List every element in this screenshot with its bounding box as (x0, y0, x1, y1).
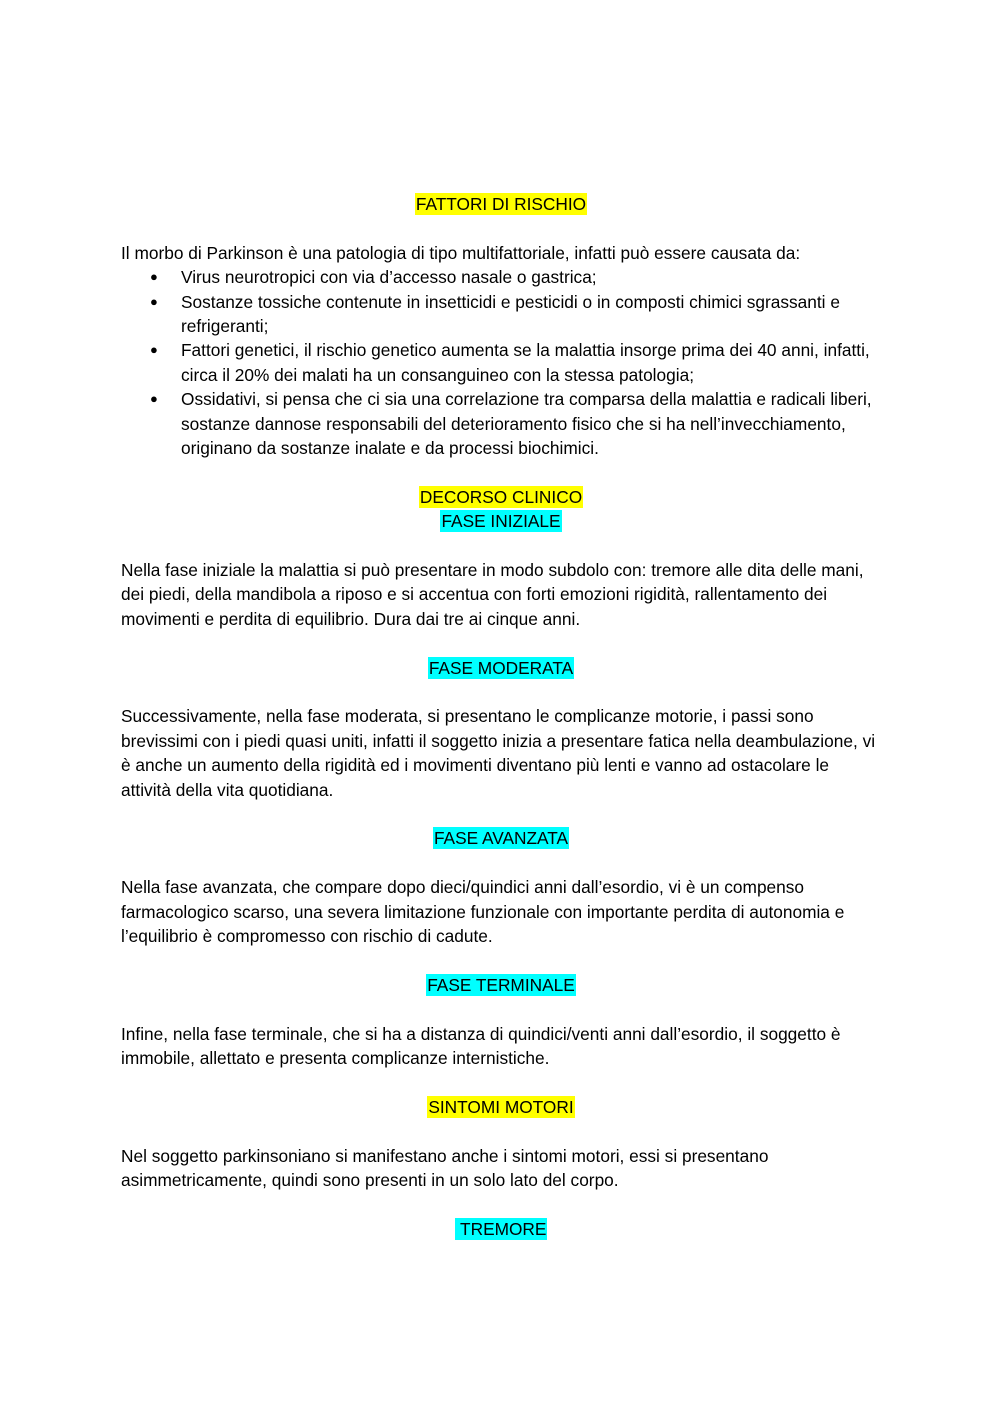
spacer (121, 216, 881, 240)
spacer (121, 460, 881, 484)
sintomi-motori-paragraph: Nel soggetto parkinsoniano si manifestano anche i sintomi motori, essi si presentano asimmetricamente, quindi sono presenti in un solo lato del corpo. (121, 1145, 769, 1190)
spacer (121, 948, 881, 972)
fase-avanzata-paragraph: Nella fase avanzata, che compare dopo dieci/quindici anni dall’esordio, vi è un compenso farmacologico scarso, una severa limitazione funzionale con importante perdita di autonomia e l’equilibrio è compromesso con rischio di cadute. (121, 877, 845, 946)
heading-decorso-clinico-text: DECORSO CLINICO (419, 486, 583, 507)
bullet-icon: ● (150, 293, 158, 309)
risk-factor-list (121, 265, 881, 460)
list-item-text: Fattori genetici, il rischio genetico aumenta se la malattia insorge prima dei 40 anni, infatti, circa il 20% dei malati ha un consanguineo con la stessa patologia; (181, 340, 870, 385)
list-item (121, 338, 881, 387)
spacer (121, 1070, 881, 1094)
heading-tremore (121, 1217, 881, 1241)
heading-fase-moderata-text: FASE MODERATA (428, 657, 574, 678)
bullet-icon: ● (150, 342, 158, 358)
heading-fase-terminale (121, 973, 881, 997)
heading-sintomi-motori (121, 1095, 881, 1119)
fase-iniziale-paragraph: Nella fase iniziale la malattia si può presentare in modo subdolo con: tremore alle dita delle mani, dei piedi, della mandibola a riposo e si accentua con forti emozioni rigidità, rallentamento dei movimenti e perdita di equilibrio. Dura dai tre ai cinque anni. (121, 560, 864, 629)
spacer (121, 997, 881, 1021)
spacer (121, 680, 881, 704)
intro-paragraph: Il morbo di Parkinson è una patologia di tipo multifattoriale, infatti può essere causata da: (121, 242, 801, 263)
heading-fattori-di-rischio (121, 192, 881, 216)
fase-terminale-paragraph: Infine, nella fase terminale, che si ha a distanza di quindici/venti anni dall’esordio, il soggetto è immobile, allettato e presenta complicanze internistiche. (121, 1023, 841, 1068)
list-item (121, 387, 881, 460)
document-page (121, 192, 881, 1241)
spacer (121, 802, 881, 826)
heading-fattori-di-rischio-text: FATTORI DI RISCHIO (415, 194, 587, 214)
heading-decorso-clinico (121, 485, 881, 509)
heading-fase-avanzata (121, 826, 881, 850)
list-item (121, 290, 881, 339)
spacer (121, 851, 881, 875)
list-item-text: Virus neurotropici con via d’accesso nasale o gastrica; (181, 267, 597, 288)
heading-fase-iniziale-text: FASE INIZIALE (441, 511, 561, 532)
heading-fase-avanzata-text: FASE AVANZATA (433, 828, 569, 849)
list-item-text: Sostanze tossiche contenute in insetticidi e pesticidi o in composti chimici sgrassanti e refrigeranti; (181, 291, 840, 336)
spacer (121, 534, 881, 558)
fase-moderata-paragraph: Successivamente, nella fase moderata, si presentano le complicanze motorie, i passi sono brevissimi con i piedi quasi uniti, infatti il soggetto inizia a presentare fatica nella deambulazione, vi è anche un aumento della rigidità ed i movimenti diventano più lenti e vanno ad ostacolare le attività della vita quotidiana. (121, 706, 876, 800)
heading-fase-moderata (121, 656, 881, 680)
bullet-icon: ● (150, 269, 158, 285)
heading-tremore-text: TREMORE (455, 1218, 547, 1239)
list-item (121, 265, 881, 289)
bullet-icon: ● (150, 391, 158, 407)
spacer (121, 631, 881, 655)
list-item-text: Ossidativi, si pensa che ci sia una correlazione tra comparsa della malattia e radicali liberi, sostanze dannose responsabili del deterioramento fisico che si ha nell’invecchiamento, originano da sostanze inalate e da processi biochimici. (181, 389, 872, 459)
spacer (121, 1192, 881, 1216)
spacer (121, 1119, 881, 1143)
heading-sintomi-motori-text: SINTOMI MOTORI (428, 1096, 574, 1117)
heading-fase-terminale-text: FASE TERMINALE (427, 974, 575, 995)
heading-fase-iniziale (121, 509, 881, 533)
